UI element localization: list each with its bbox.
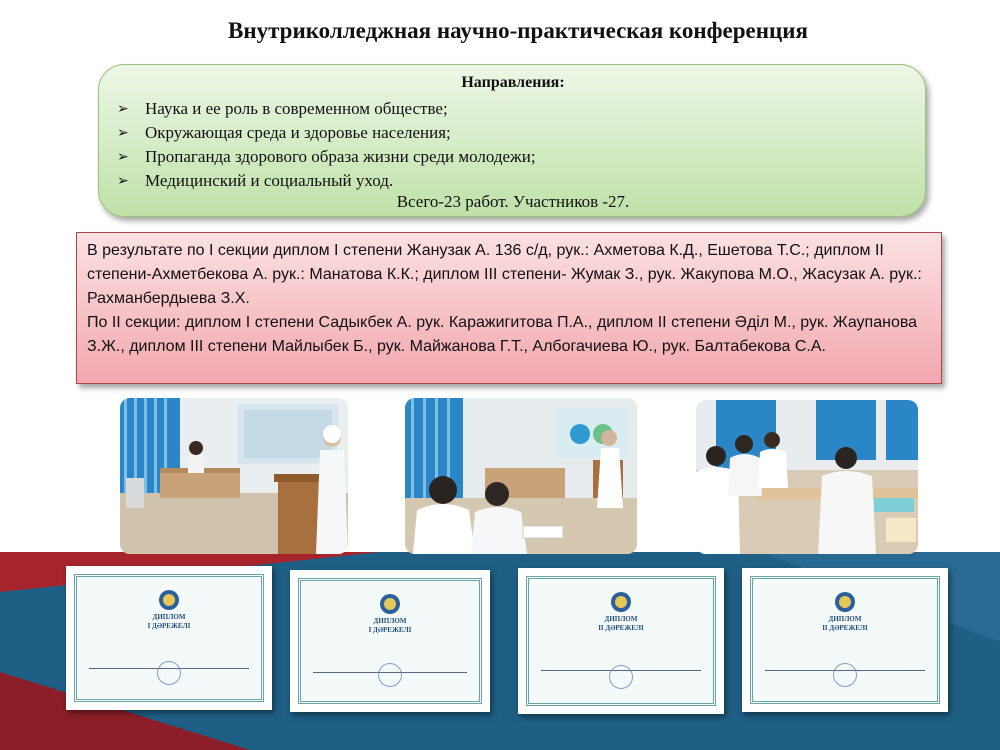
arrow-bullet-icon: ➢ (117, 125, 129, 141)
page-title: Внутриколледжная научно-практическая конференция (228, 18, 808, 43)
list-item (117, 145, 536, 169)
diploma-card (66, 566, 272, 710)
direction-text: Пропаганда здорового образа жизни среди молодежи; (145, 147, 536, 166)
arrow-bullet-icon: ➢ (117, 149, 129, 165)
seal-icon (157, 661, 181, 685)
totals-text: Всего-23 работ. Участников -27. (396, 192, 630, 211)
emblem-icon (158, 589, 180, 611)
conference-presentation-photo (405, 398, 637, 554)
seal-icon (833, 663, 857, 687)
directions-heading: Направления: (461, 74, 565, 91)
diploma-frame (526, 576, 716, 706)
direction-text: Медицинский и социальный уход. (145, 171, 394, 190)
diploma-title: ДИПЛОМ I ДӘРЕЖЕЛІ (368, 617, 412, 634)
seal-icon (609, 665, 633, 689)
results-paragraph: В результате по I секции диплом I степени Жанузак А. 136 с/д, рук.: Ахметова К.Д., Ешетова Т.С.; диплом II степени-Ахметбекова А. рук.: Манатова К.К.; диплом III степени- Жумак З., рук. Жакупова М.О., Жасузак А. рук.: Рахманбердыева З.Х. (87, 242, 922, 307)
diploma-title: ДИПЛОМ I ДӘРЕЖЕЛІ (147, 613, 191, 630)
arrow-bullet-icon: ➢ (117, 173, 129, 189)
emblem-icon (610, 591, 632, 613)
diploma-frame (74, 574, 264, 702)
list-item (117, 169, 536, 193)
diploma-frame (750, 576, 940, 704)
results-box (76, 232, 942, 384)
diploma-title: ДИПЛОМ II ДӘРЕЖЕЛІ (598, 615, 644, 632)
direction-text: Наука и ее роль в современном обществе; (145, 99, 448, 118)
directions-list (117, 97, 536, 193)
directions-box (98, 64, 926, 217)
results-paragraph: По II секции: диплом I степени Садыкбек А. рук. Каражигитова П.А., диплом II степени Әділ М., рук. Жаупанова З.Ж., диплом III степени Майлыбек Б., рук. Майжанова Г.Т., Албогачиева Ю., рук. Балтабекова С.А. (87, 314, 918, 355)
diploma-frame (298, 578, 482, 704)
direction-text: Окружающая среда и здоровье населения; (145, 123, 451, 142)
list-item (117, 97, 536, 121)
diploma-card (290, 570, 490, 712)
list-item (117, 121, 536, 145)
emblem-icon (834, 591, 856, 613)
arrow-bullet-icon: ➢ (117, 101, 129, 117)
seal-icon (378, 663, 402, 687)
diploma-title: ДИПЛОМ II ДӘРЕЖЕЛІ (822, 615, 868, 632)
emblem-icon (379, 593, 401, 615)
diploma-card (518, 568, 724, 714)
diploma-card (742, 568, 948, 712)
audience-students-photo (696, 400, 918, 554)
conference-speaker-photo (120, 398, 348, 554)
